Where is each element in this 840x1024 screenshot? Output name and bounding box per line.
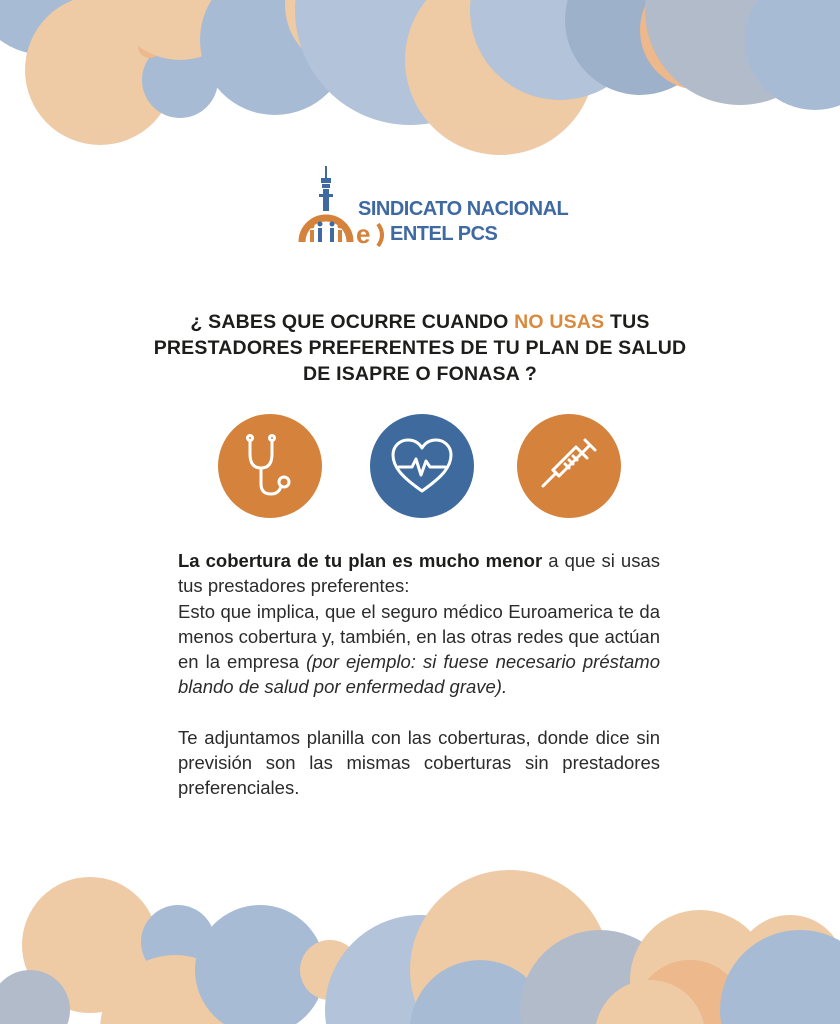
heartbeat-icon bbox=[390, 437, 454, 495]
paragraph-implication bbox=[178, 599, 660, 700]
paragraph-coverage bbox=[178, 548, 660, 599]
logo-title-line1: SINDICATO NACIONAL bbox=[358, 198, 569, 220]
svg-text:e: e bbox=[356, 219, 371, 249]
heading-part2: TUS PRESTADORES PREFERENTES DE TU PLAN DE SALUD DE ISAPRE O FONASA ? bbox=[153, 311, 687, 385]
bottom-bubbles-decoration bbox=[0, 860, 840, 1024]
paragraph-spacer bbox=[178, 700, 660, 725]
union-logo bbox=[298, 164, 569, 249]
heading-accent: NO USAS bbox=[514, 311, 605, 333]
stethoscope-badge bbox=[218, 414, 322, 518]
paragraph-coverage-rest: a que si usas tus prestadores preferentes: bbox=[178, 550, 661, 597]
syringe-badge bbox=[517, 414, 621, 518]
heading-part1: ¿ SABES QUE OCURRE CUANDO bbox=[190, 311, 515, 333]
main-question-heading bbox=[150, 309, 690, 387]
bracket-mark-icon bbox=[376, 220, 390, 250]
logo-title-line2: ENTEL PCS bbox=[390, 223, 498, 245]
paragraph-coverage-bold: La cobertura de tu plan es mucho menor bbox=[178, 550, 543, 571]
paragraph-implication-example: (por ejemplo: si fuese necesario préstamo blando de salud por enfermedad grave). bbox=[178, 651, 660, 698]
body-text bbox=[178, 548, 660, 801]
paragraph-attachment: Te adjuntamos planilla con las coberturas, donde dice sin previsión son las mismas coberturas sin prestadores preferenciales. bbox=[178, 726, 660, 799]
paragraph-implication-text: Esto que implica, que el seguro médico Euroamerica te da menos cobertura y, también, en las otras redes que actúan en la empresa bbox=[178, 600, 660, 673]
stethoscope-icon bbox=[240, 432, 300, 500]
top-bubbles-decoration bbox=[0, 0, 840, 160]
heartbeat-badge bbox=[370, 414, 474, 518]
syringe-icon bbox=[539, 436, 599, 496]
